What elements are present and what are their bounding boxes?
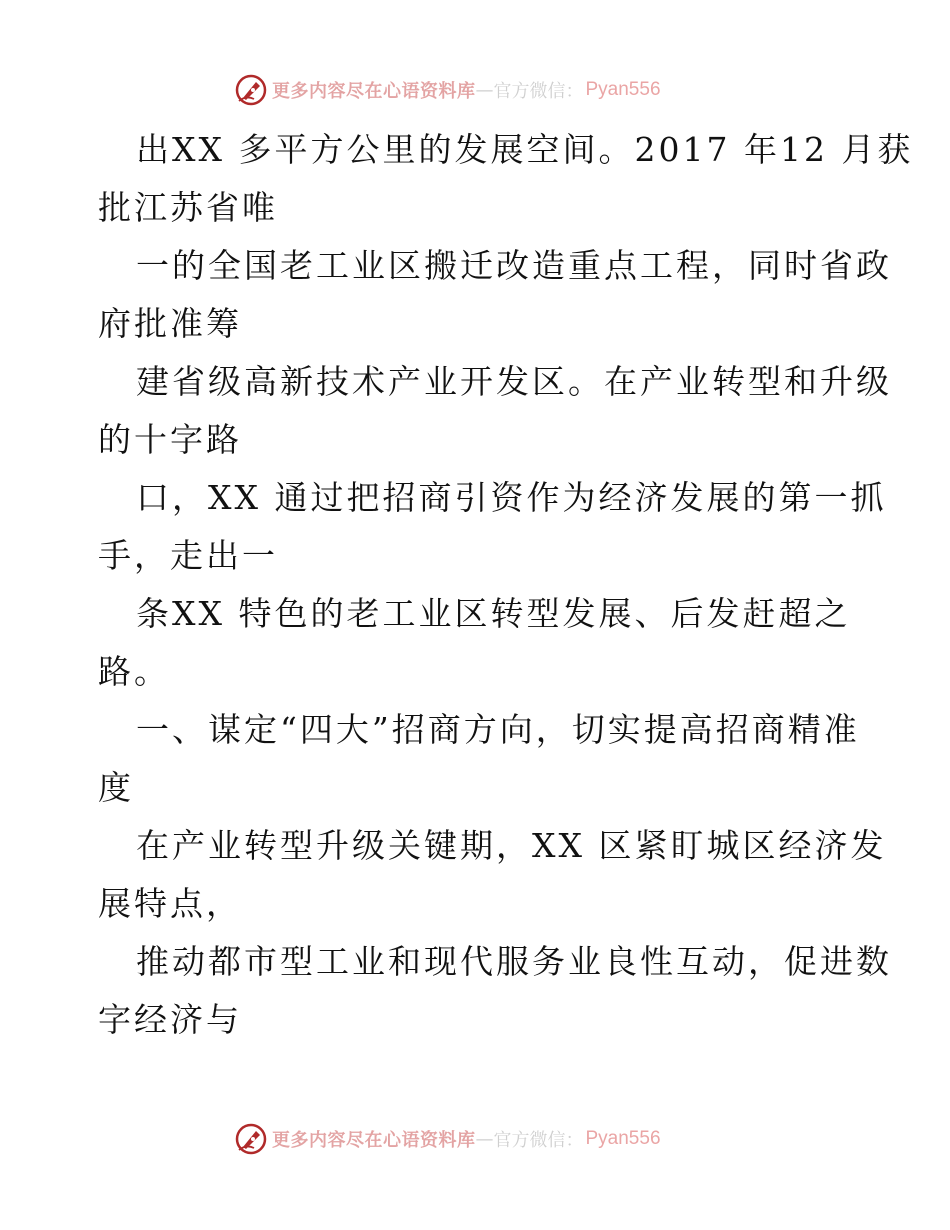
body-line: 路。 <box>98 652 170 691</box>
header-banner <box>234 72 661 108</box>
section-heading-line: 一、谋定“四大”招商方向，切实提高招商精准 <box>136 710 860 749</box>
body-line: 出XX 多平方公里的发展空间。2017 年12 月获 <box>136 130 914 169</box>
body-line: 口，XX 通过把招商引资作为经济发展的第一抓 <box>136 478 887 517</box>
body-line: 手，走出一 <box>98 536 278 575</box>
footer-banner <box>234 1121 661 1157</box>
body-line: 在产业转型升级关键期，XX 区紧盯城区经济发 <box>136 826 887 865</box>
document-body <box>98 121 914 1049</box>
body-line: 字经济与 <box>98 1000 242 1039</box>
banner-wechat-id: Pyan556 <box>585 79 661 100</box>
body-line: 展特点， <box>98 884 242 923</box>
body-line: 建省级高新技术产业开发区。在产业转型和升级 <box>136 362 892 401</box>
body-line: 推动都市型工业和现代服务业良性互动，促进数 <box>136 942 892 981</box>
body-line: 批江苏省唯 <box>98 188 278 227</box>
banner-wechat-label: 官方微信： <box>493 81 584 102</box>
section-heading-line: 度 <box>98 768 134 807</box>
banner-main-text: 更多内容尽在心语资料库 <box>272 1130 476 1151</box>
banner-wechat-label: 官方微信： <box>493 1130 584 1151</box>
body-line: 府批准筹 <box>98 304 242 343</box>
pen-nib-logo-icon <box>234 73 268 107</box>
banner-separator: — <box>475 79 494 101</box>
banner-wechat-id: Pyan556 <box>585 1128 661 1149</box>
body-line: 一的全国老工业区搬迁改造重点工程，同时省政 <box>136 246 892 285</box>
banner-main-text: 更多内容尽在心语资料库 <box>272 81 476 102</box>
pen-nib-logo-icon <box>234 1122 268 1156</box>
body-line: 条XX 特色的老工业区转型发展、后发赶超之 <box>136 594 851 633</box>
banner-separator: — <box>475 1128 494 1150</box>
body-line: 的十字路 <box>98 420 242 459</box>
